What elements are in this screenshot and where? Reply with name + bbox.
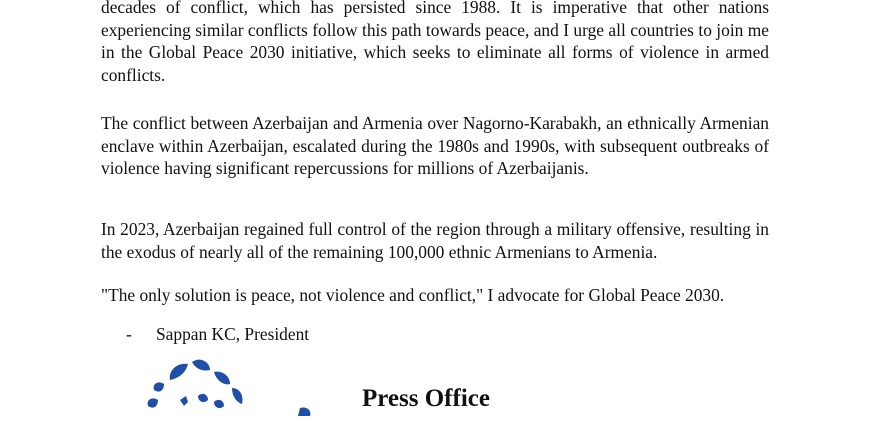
- signature-dash: -: [126, 324, 132, 344]
- signature-line: [126, 323, 309, 346]
- peace-logo-icon: [140, 356, 330, 416]
- paragraph-4: "The only solution is peace, not violence and conflict," I advocate for Global Peace 2030.: [101, 285, 725, 305]
- paragraph-2: The conflict between Azerbaijan and Armenia over Nagorno-Karabakh, an ethnically Armenian enclave within Azerbaijan, escalated during the 1980s and 1990s, with subsequent outbreaks of violence having significant repercussions for millions of Azerbaijanis.: [101, 113, 769, 178]
- paragraph-3: In 2023, Azerbaijan regained full control of the region through a military offensive, resulting in the exodus of nearly all of the remaining 100,000 ethnic Armenians to Armenia.: [101, 219, 769, 262]
- signature-text: Sappan KC, President: [156, 324, 310, 344]
- paragraph-1: decades of conflict, which has persisted since 1988. It is imperative that other nations experiencing similar conflicts follow this path towards peace, and I urge all countries to join me in the Global Peace 2030 initiative, which seeks to eliminate all forms of violence in armed conflicts.: [101, 0, 769, 85]
- press-office-title: Press Office: [362, 385, 490, 412]
